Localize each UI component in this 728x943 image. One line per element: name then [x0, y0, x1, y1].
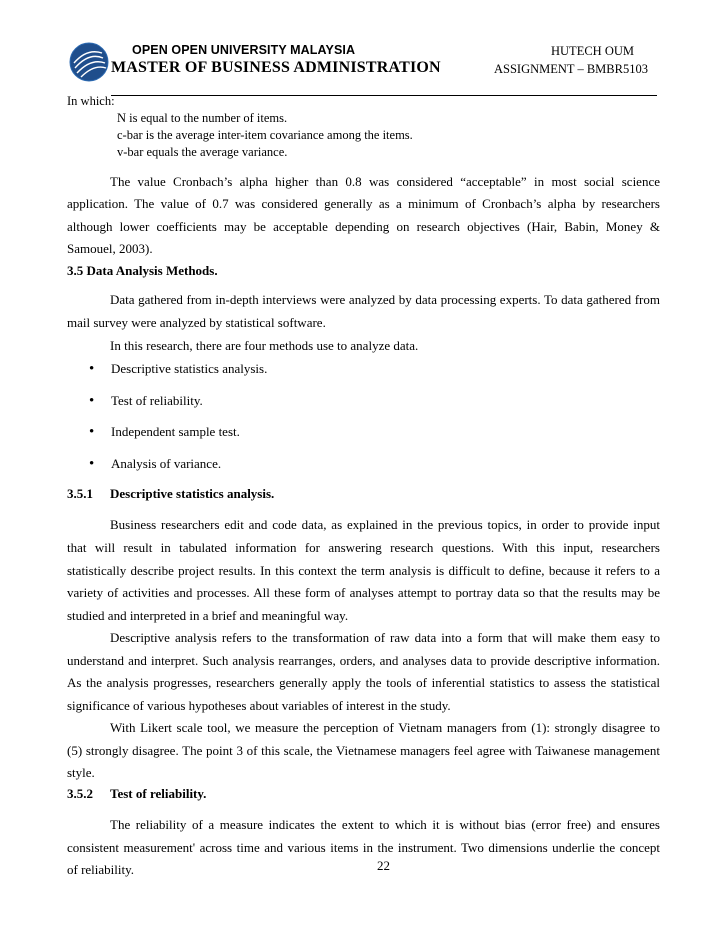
paragraph-line: studied and interpreted in a brief and meaningful way. — [67, 608, 349, 623]
section-number-3-5-2: 3.5.2 — [67, 786, 93, 801]
bullet-icon: • — [89, 361, 95, 377]
paragraph-line: Descriptive analysis refers to the transformation of raw data into a form that will make them easy to — [110, 630, 660, 645]
section-heading-3-5: 3.5 Data Analysis Methods. — [67, 263, 218, 278]
formula-notes-intro: In which: — [67, 94, 115, 108]
paragraph-line: Samouel, 2003). — [67, 241, 153, 256]
paragraph-line: of reliability. — [67, 862, 135, 877]
paragraph-line: The reliability of a measure indicates the extent to which it is without bias (error free) and ensures — [110, 817, 660, 832]
formula-note-item: c-bar is the average inter-item covariance among the items. — [117, 128, 413, 142]
methods-intro: In this research, there are four methods use to analyze data. — [110, 338, 419, 353]
bullet-icon: • — [89, 456, 95, 472]
header-university-name: OPEN OPEN UNIVERSITY MALAYSIA — [132, 43, 356, 57]
bullet-icon: • — [89, 424, 95, 440]
paragraph-line: The value Cronbach’s alpha higher than 0.8 was considered “acceptable” in most social science — [110, 174, 660, 189]
list-item-label: Descriptive statistics analysis. — [111, 361, 268, 376]
paragraph-line: Data gathered from in-depth interviews were analyzed by data processing experts. To data gathered from — [110, 292, 660, 307]
section-number-3-5-1: 3.5.1 — [67, 486, 93, 501]
oum-globe-logo-icon — [69, 42, 109, 82]
paragraph-line: significance of various hypotheses about variables of interest in the study. — [67, 698, 451, 713]
paragraph-line: style. — [67, 765, 95, 780]
header-institution: HUTECH OUM — [551, 44, 634, 58]
paragraph-line: consistent measurement' across time and various items in the instrument. Two dimensions underlie the concept — [67, 840, 660, 855]
list-item-label: Independent sample test. — [111, 424, 240, 439]
paragraph-line: application. The value of 0.7 was considered generally as a minimum of Cronbach’s alpha by researchers — [67, 196, 660, 211]
paragraph-line: although lower coefficients may be acceptable depending on research objectives (Hair, Babin, Money & — [67, 219, 660, 234]
header-assignment-code: ASSIGNMENT – BMBR5103 — [494, 62, 648, 76]
section-heading-3-5-1: Descriptive statistics analysis. — [110, 486, 275, 501]
paragraph-line: that will result in tabulated information for answering research questions. With this input, researchers — [67, 540, 660, 555]
header-programme-name: MASTER OF BUSINESS ADMINISTRATION — [111, 59, 441, 76]
list-item-label: Test of reliability. — [111, 393, 203, 408]
paragraph-line: statistically describe project results. In this context the term analysis is difficult to define, because it refers to a — [67, 563, 660, 578]
bullet-icon: • — [89, 393, 95, 409]
list-item-label: Analysis of variance. — [111, 456, 222, 471]
section-heading-3-5-2: Test of reliability. — [110, 786, 207, 801]
paragraph-line: mail survey were analyzed by statistical software. — [67, 315, 326, 330]
paragraph-line: With Likert scale tool, we measure the perception of Vietnam managers from (1): strongly disagree to — [110, 720, 660, 735]
formula-note-item: v-bar equals the average variance. — [117, 145, 288, 159]
paragraph-line: Business researchers edit and code data, as explained in the previous topics, in order to provide input — [110, 517, 660, 532]
formula-note-item: N is equal to the number of items. — [117, 111, 288, 125]
header-divider — [111, 95, 657, 96]
paragraph-line: variety of activities and processes. All these form of analyses attempt to portray data so that the results may be — [67, 585, 660, 600]
paragraph-line: (5) strongly disagree. The point 3 of this scale, the Vietnamese managers feel agree with Taiwanese management — [67, 743, 660, 758]
page-number: 22 — [377, 858, 390, 873]
paragraph-line: understand and interpret. Such analysis rearranges, orders, and analyses data to provide descriptive information. — [67, 653, 660, 668]
paragraph-line: As the analysis progresses, researchers generally apply the tools of inferential statistics to assess the statistical — [67, 675, 660, 690]
